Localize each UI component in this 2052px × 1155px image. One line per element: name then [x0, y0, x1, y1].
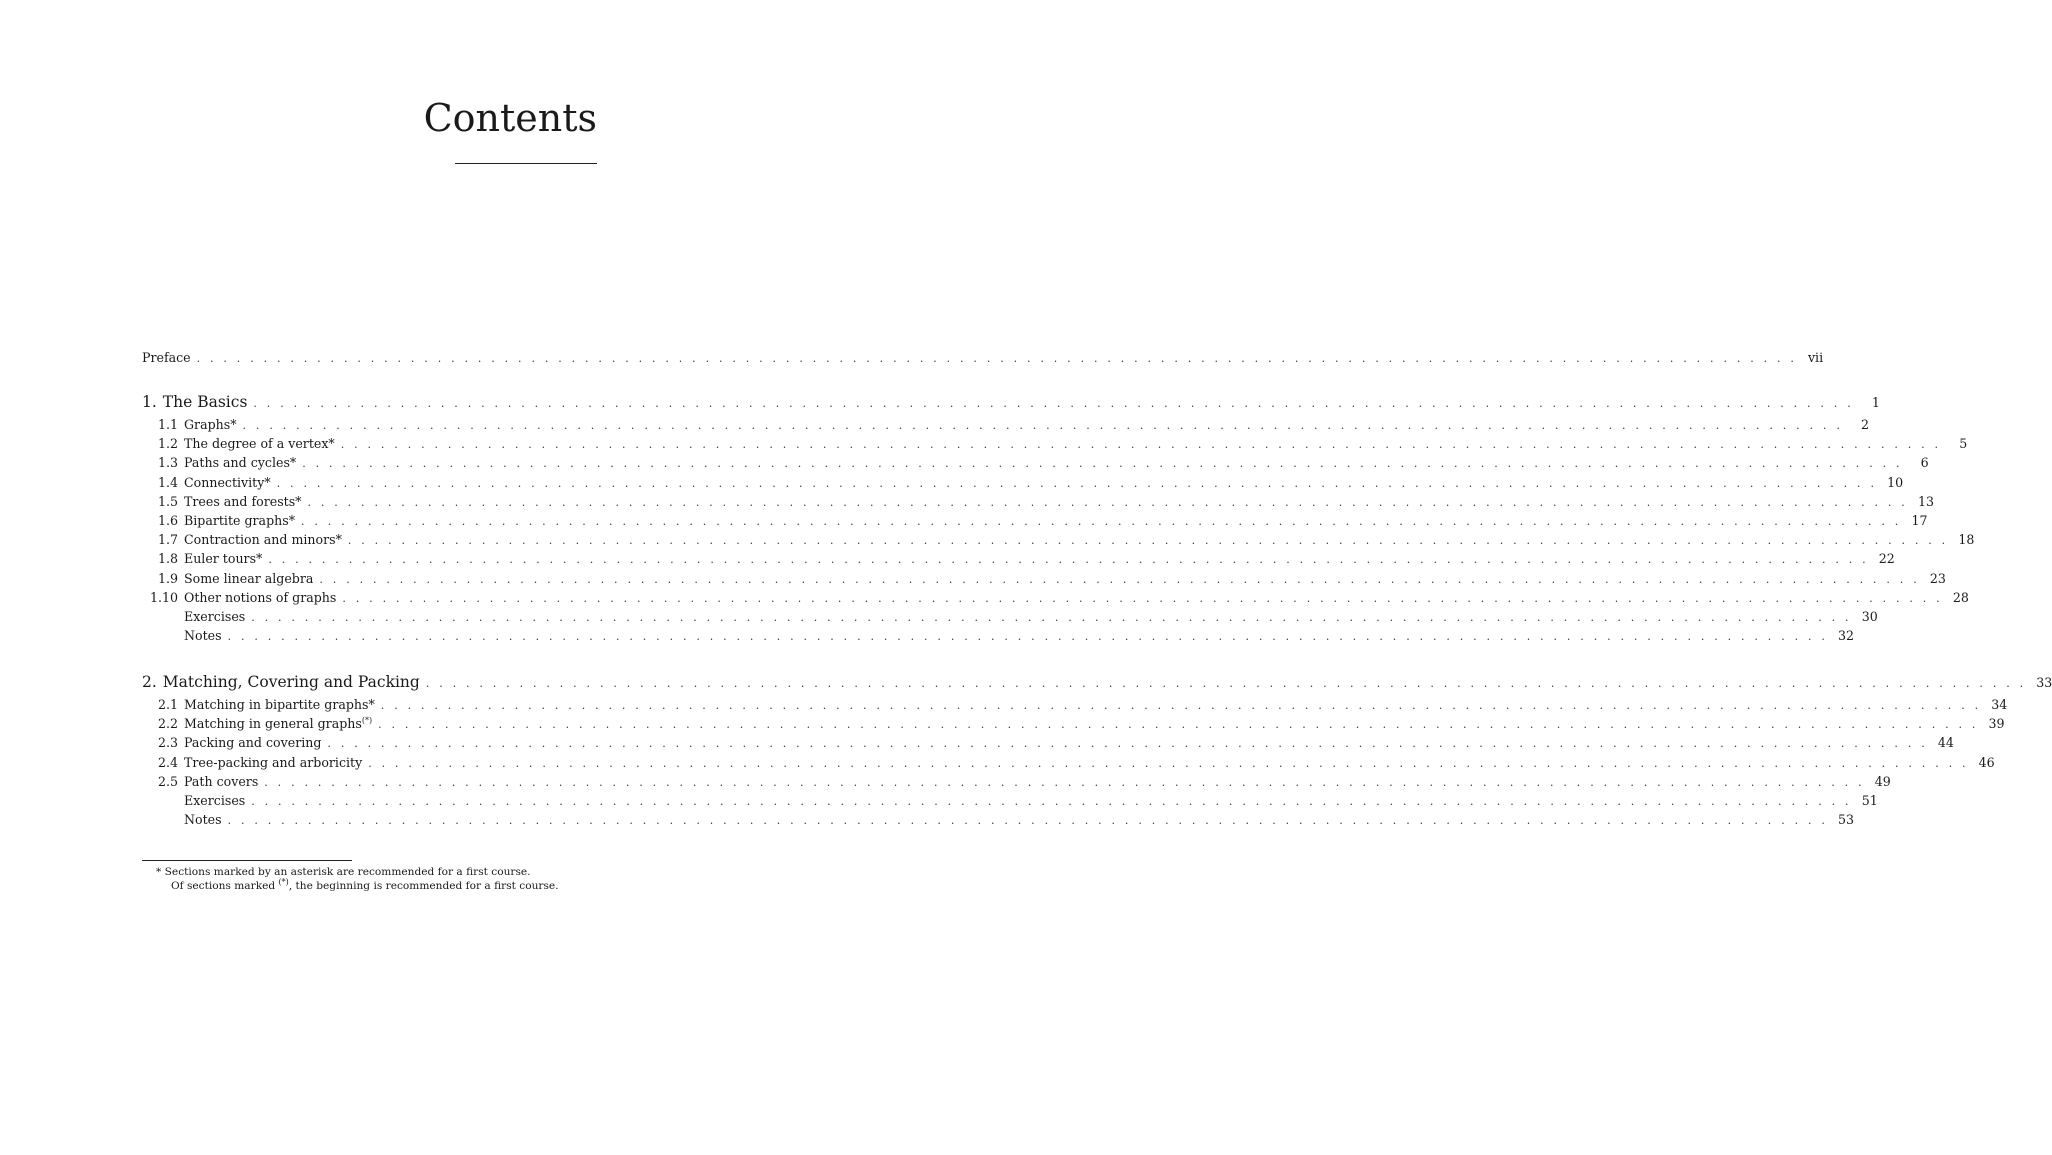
dot-leader: . . . . . . . . . . . . . . . . . . . . . . . . . . . . . . . . . . . . . . . . . . . . . . . . . . . . . . . . . . . . . . . . . . . . . . . . . . . . . . . . . . . . . . . . . . . . . . . . . . . . . . . . . . . . . . . . . . . . . . . . — [227, 814, 1829, 827]
section-title-text: Exercises — [184, 793, 246, 808]
dot-leader: . . . . . . . . . . . . . . . . . . . . . . . . . . . . . . . . . . . . . . . . . . . . . . . . . . . . . . . . . . . . . . . . . . . . . . . . . . . . . . . . . . . . . . . . . . . . . . . . . . . . . . . . . . . . . . . . . . . . . . . . — [253, 397, 1854, 410]
section-title-text: Notes — [184, 812, 222, 827]
title-rule — [455, 163, 597, 164]
page-number: 28 — [1952, 590, 1969, 605]
page-number: 17 — [1911, 513, 1928, 528]
page-number: 34 — [1991, 697, 2008, 712]
toc-entry-section[interactable] — [142, 551, 1895, 566]
toc-entry-section[interactable] — [142, 455, 1929, 470]
section-title-text: Some linear algebra — [184, 571, 314, 586]
section-title — [184, 735, 327, 750]
page-number: 32 — [1838, 628, 1855, 643]
toc-entry-section[interactable] — [142, 697, 2008, 712]
toc-entry-section[interactable] — [142, 532, 1975, 547]
dot-leader: . . . . . . . . . . . . . . . . . . . . . . . . . . . . . . . . . . . . . . . . . . . . . . . . . . . . . . . . . . . . . . . . . . . . . . . . . . . . . . . . . . . . . . . . . . . . . . . . . . . . . . . . . . . . . . . . . . . . . . . . — [307, 496, 1908, 509]
dot-leader: . . . . . . . . . . . . . . . . . . . . . . . . . . . . . . . . . . . . . . . . . . . . . . . . . . . . . . . . . . . . . . . . . . . . . . . . . . . . . . . . . . . . . . . . . . . . . . . . . . . . . . . . . . . . . . . . . . . . . . . . — [380, 699, 1982, 712]
dot-leader: . . . . . . . . . . . . . . . . . . . . . . . . . . . . . . . . . . . . . . . . . . . . . . . . . . . . . . . . . . . . . . . . . . . . . . . . . . . . . . . . . . . . . . . . . . . . . . . . . . . . . . . . . . . . . . . . . . . . . . . . — [251, 795, 1852, 808]
chapter-title-text: Matching, Covering and Packing — [162, 673, 420, 691]
section-number: 1.7 — [157, 532, 178, 547]
section-title — [184, 609, 251, 624]
toc-entry-section[interactable] — [142, 812, 1855, 827]
dot-leader: . . . . . . . . . . . . . . . . . . . . . . . . . . . . . . . . . . . . . . . . . . . . . . . . . . . . . . . . . . . . . . . . . . . . . . . . . . . . . . . . . . . . . . . . . . . . . . . . . . . . . . . . . . . . . . . . . . . . . . . . — [340, 438, 1942, 451]
section-title — [184, 475, 277, 490]
section-number: 1.1 — [157, 417, 178, 432]
toc-entry-section[interactable] — [142, 590, 1969, 605]
footnote-line-2-pre: Of sections marked — [171, 880, 279, 892]
preface-title-text: Preface — [142, 350, 191, 365]
page-number: 23 — [1929, 571, 1946, 586]
toc-entry-section[interactable] — [142, 494, 1934, 509]
dot-leader: . . . . . . . . . . . . . . . . . . . . . . . . . . . . . . . . . . . . . . . . . . . . . . . . . . . . . . . . . . . . . . . . . . . . . . . . . . . . . . . . . . . . . . . . . . . . . . . . . . . . . . . . . . . . . . . . . . . . . . . . — [327, 737, 1928, 750]
chapter-number: 1. — [142, 393, 157, 411]
page-number: vii — [1807, 350, 1824, 365]
section-title — [184, 793, 251, 808]
toc-entry-chapter[interactable] — [142, 393, 1880, 411]
section-number: 2.2 — [157, 716, 178, 731]
toc-entry-section[interactable] — [142, 735, 1954, 750]
section-title — [184, 774, 264, 789]
section-title-text: The degree of a vertex* — [184, 436, 335, 451]
page-number: 10 — [1887, 475, 1904, 490]
page-number: 22 — [1878, 551, 1895, 566]
section-title — [184, 590, 342, 605]
toc-entry-section[interactable] — [142, 571, 1946, 586]
section-number: 1.10 — [149, 590, 178, 605]
section-title — [184, 436, 341, 451]
toc-entry-section[interactable] — [142, 417, 1870, 432]
toc-entry-section[interactable] — [142, 513, 1928, 528]
dot-leader: . . . . . . . . . . . . . . . . . . . . . . . . . . . . . . . . . . . . . . . . . . . . . . . . . . . . . . . . . . . . . . . . . . . . . . . . . . . . . . . . . . . . . . . . . . . . . . . . . . . . . . . . . . . . . . . . . . . . . . . . — [242, 419, 1844, 432]
dot-leader: . . . . . . . . . . . . . . . . . . . . . . . . . . . . . . . . . . . . . . . . . . . . . . . . . . . . . . . . . . . . . . . . . . . . . . . . . . . . . . . . . . . . . . . . . . . . . . . . . . . . . . . . . . . . . . . . . . . . . . . . — [368, 757, 1969, 770]
toc-entry-section[interactable] — [142, 475, 1904, 490]
page-number: 39 — [1988, 716, 2005, 731]
section-number: 1.9 — [157, 571, 178, 586]
section-title — [184, 755, 368, 770]
footnote-line-2-post: , the beginning is recommended for a first course. — [288, 880, 559, 892]
toc-entry-section[interactable] — [142, 628, 1855, 643]
chapter-number: 2. — [142, 673, 157, 691]
section-number: 2.4 — [157, 755, 178, 770]
section-title-sup: (*) — [361, 715, 373, 725]
dot-leader: . . . . . . . . . . . . . . . . . . . . . . . . . . . . . . . . . . . . . . . . . . . . . . . . . . . . . . . . . . . . . . . . . . . . . . . . . . . . . . . . . . . . . . . . . . . . . . . . . . . . . . . . . . . . . . . . . . . . . . . . — [347, 534, 1949, 547]
section-title — [184, 551, 268, 566]
dot-leader: . . . . . . . . . . . . . . . . . . . . . . . . . . . . . . . . . . . . . . . . . . . . . . . . . . . . . . . . . . . . . . . . . . . . . . . . . . . . . . . . . . . . . . . . . . . . . . . . . . . . . . . . . . . . . . . . . . . . . . . . — [227, 630, 1829, 643]
dot-leader: . . . . . . . . . . . . . . . . . . . . . . . . . . . . . . . . . . . . . . . . . . . . . . . . . . . . . . . . . . . . . . . . . . . . . . . . . . . . . . . . . . . . . . . . . . . . . . . . . . . . . . . . . . . . . . . . . . . . . . . . — [251, 611, 1852, 624]
section-title — [184, 628, 228, 643]
section-title-text: Bipartite graphs* — [184, 513, 296, 528]
page-number: 44 — [1937, 735, 1954, 750]
dot-leader: . . . . . . . . . . . . . . . . . . . . . . . . . . . . . . . . . . . . . . . . . . . . . . . . . . . . . . . . . . . . . . . . . . . . . . . . . . . . . . . . . . . . . . . . . . . . . . . . . . . . . . . . . . . . . . . . . . . . . . . . — [378, 718, 1979, 731]
dot-leader: . . . . . . . . . . . . . . . . . . . . . . . . . . . . . . . . . . . . . . . . . . . . . . . . . . . . . . . . . . . . . . . . . . . . . . . . . . . . . . . . . . . . . . . . . . . . . . . . . . . . . . . . . . . . . . . . . . . . . . . . — [342, 592, 1943, 605]
section-number: 1.4 — [157, 475, 178, 490]
toc-entry-section[interactable] — [142, 715, 2005, 731]
page-number: 6 — [1920, 455, 1929, 470]
section-title — [184, 513, 301, 528]
section-number: 2.1 — [157, 697, 178, 712]
page-number: 2 — [1861, 417, 1870, 432]
page-number: 18 — [1958, 532, 1975, 547]
preface-title — [142, 350, 197, 365]
section-title-text: Matching in general graphs — [184, 716, 362, 731]
chapter-title — [163, 673, 426, 691]
toc-entry-section[interactable] — [142, 755, 1995, 770]
section-title-text: Trees and forests* — [184, 494, 302, 509]
chapter-title — [163, 393, 254, 411]
section-number: 1.3 — [157, 455, 178, 470]
section-title — [184, 697, 381, 712]
section-title-text: Path covers — [184, 774, 259, 789]
page-number: 49 — [1874, 774, 1891, 789]
section-number: 2.3 — [157, 735, 178, 750]
dot-leader: . . . . . . . . . . . . . . . . . . . . . . . . . . . . . . . . . . . . . . . . . . . . . . . . . . . . . . . . . . . . . . . . . . . . . . . . . . . . . . . . . . . . . . . . . . . . . . . . . . . . . . . . . . . . . . . . . . . . . . . . — [264, 776, 1865, 789]
dot-leader: . . . . . . . . . . . . . . . . . . . . . . . . . . . . . . . . . . . . . . . . . . . . . . . . . . . . . . . . . . . . . . . . . . . . . . . . . . . . . . . . . . . . . . . . . . . . . . . . . . . . . . . . . . . . . . . . . . . . . . . . — [302, 457, 1903, 470]
dot-leader: . . . . . . . . . . . . . . . . . . . . . . . . . . . . . . . . . . . . . . . . . . . . . . . . . . . . . . . . . . . . . . . . . . . . . . . . . . . . . . . . . . . . . . . . . . . . . . . . . . . . . . . . . . . . . . . . . . . . . . . . — [319, 573, 1920, 586]
section-title — [184, 532, 348, 547]
section-title — [184, 455, 302, 470]
dot-leader: . . . . . . . . . . . . . . . . . . . . . . . . . . . . . . . . . . . . . . . . . . . . . . . . . . . . . . . . . . . . . . . . . . . . . . . . . . . . . . . . . . . . . . . . . . . . . . . . . . . . . . . . . . . . . . . . . . . . . . . . — [301, 515, 1902, 528]
section-title — [184, 494, 307, 509]
section-title — [184, 417, 243, 432]
page-number: 13 — [1917, 494, 1934, 509]
toc-entry-section[interactable] — [142, 793, 1878, 808]
section-title-text: Other notions of graphs — [184, 590, 337, 605]
toc-entry-section[interactable] — [142, 436, 1968, 451]
dot-leader: . . . . . . . . . . . . . . . . . . . . . . . . . . . . . . . . . . . . . . . . . . . . . . . . . . . . . . . . . . . . . . . . . . . . . . . . . . . . . . . . . . . . . . . . . . . . . . . . . . . . . . . . . . . . . . . . . . . . . . . . — [425, 677, 2027, 690]
page-number: 1 — [1871, 395, 1880, 410]
section-number: 1.2 — [157, 436, 178, 451]
section-title-text: Euler tours* — [184, 551, 263, 566]
section-title — [184, 812, 228, 827]
section-title — [184, 716, 378, 731]
dot-leader: . . . . . . . . . . . . . . . . . . . . . . . . . . . . . . . . . . . . . . . . . . . . . . . . . . . . . . . . . . . . . . . . . . . . . . . . . . . . . . . . . . . . . . . . . . . . . . . . . . . . . . . . . . . . . . . . . . . . . . . . — [268, 553, 1869, 566]
section-title-text: Paths and cycles* — [184, 455, 297, 470]
page-number: 33 — [2036, 675, 2052, 690]
section-title-text: Exercises — [184, 609, 246, 624]
toc-entry-preface[interactable] — [142, 350, 1824, 365]
footnote-rule — [142, 860, 352, 861]
section-title — [184, 571, 319, 586]
page-number: 51 — [1861, 793, 1878, 808]
section-title-text: Matching in bipartite graphs* — [184, 697, 375, 712]
chapter-title-text: The Basics — [162, 393, 248, 411]
footnote-line-2 — [171, 877, 559, 892]
section-number: 1.8 — [157, 551, 178, 566]
footnote-line-2-sup: (*) — [278, 877, 289, 887]
page-number: 46 — [1978, 755, 1995, 770]
section-number: 1.5 — [157, 494, 178, 509]
dot-leader: . . . . . . . . . . . . . . . . . . . . . . . . . . . . . . . . . . . . . . . . . . . . . . . . . . . . . . . . . . . . . . . . . . . . . . . . . . . . . . . . . . . . . . . . . . . . . . . . . . . . . . . . . . . . . . . . . . . . . . . . — [276, 477, 1878, 490]
section-title-text: Tree-packing and arboricity — [184, 755, 363, 770]
page-number: 30 — [1861, 609, 1878, 624]
section-number: 1.6 — [157, 513, 178, 528]
section-number: 2.5 — [157, 774, 178, 789]
section-title-text: Contraction and minors* — [184, 532, 342, 547]
footnote-line-1: * Sections marked by an asterisk are recommended for a first course. — [156, 866, 531, 878]
dot-leader: . . . . . . . . . . . . . . . . . . . . . . . . . . . . . . . . . . . . . . . . . . . . . . . . . . . . . . . . . . . . . . . . . . . . . . . . . . . . . . . . . . . . . . . . . . . . . . . . . . . . . . . . . . . . . . . . . . . . . . . . — [196, 352, 1798, 365]
page-title: Contents — [423, 96, 597, 140]
toc-entry-section[interactable] — [142, 774, 1891, 789]
page-number: 53 — [1838, 812, 1855, 827]
toc-entry-section[interactable] — [142, 609, 1878, 624]
toc-entry-chapter[interactable] — [142, 673, 2052, 691]
section-title-text: Packing and covering — [184, 735, 322, 750]
section-title-text: Connectivity* — [184, 475, 271, 490]
section-title-text: Graphs* — [184, 417, 237, 432]
section-title-text: Notes — [184, 628, 222, 643]
page-number: 5 — [1959, 436, 1968, 451]
